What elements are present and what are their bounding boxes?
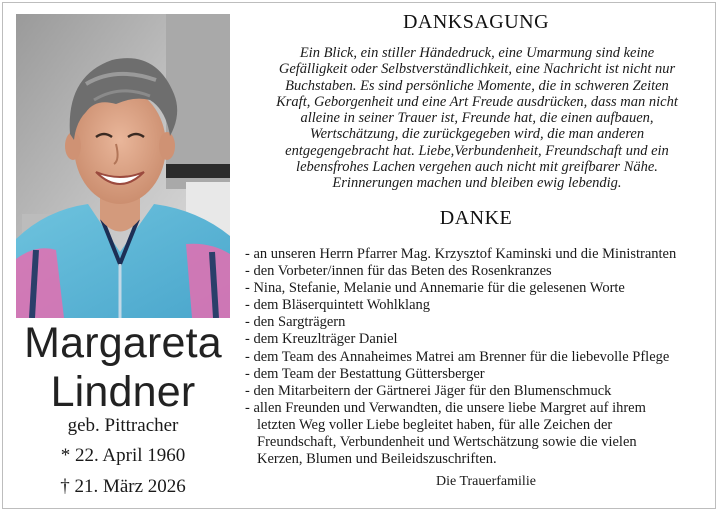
intro-line: Kraft, Geborgenheit und eine Art Freude ausdrücken, dass man nicht [276,93,678,110]
intro-line: Gefälligkeit oder Selbstverständlichkeit, eine Nachricht ist nicht nur [278,61,676,78]
thanks-item: - den Sargträgern [245,314,346,331]
intro-line: Wertschätzung, die zurückgegeben wird, die man anderen [309,126,645,143]
thanks-heading: DANKE [439,207,513,229]
intro-text [244,45,710,192]
thanks-item-continuation: Freundschaft, Verbundenheit und Wertschätzung sowie die vielen [257,434,637,451]
signature: Die Trauerfamilie [436,474,536,489]
death-date: † 21. März 2026 [60,476,186,497]
thanks-item: - an unseren Herrn Pfarrer Mag. Krzysztof Kaminski und die Ministranten [245,246,677,262]
thanks-item: - Nina, Stefanie, Melanie und Annemarie für die gelesenen Worte [245,280,625,297]
thanks-item-continuation: letzten Weg voller Liebe begleitet haben, für alle Zeichen der [257,416,613,433]
thanks-item: - allen Freunden und Verwandten, die unsere liebe Margret auf ihrem [245,399,646,416]
deceased-last-name: Lindner [50,368,196,416]
thanks-item: - dem Team der Bestattung Güttersberger [245,365,485,382]
thanks-item: - dem Bläserquintett Wohlklang [245,297,431,314]
thanks-item: - dem Kreuzlträger Daniel [245,331,398,348]
deceased-first-name: Margareta [24,319,222,367]
intro-line: Ein Blick, ein stiller Händedruck, eine Umarmung sind keine [299,45,655,61]
intro-line: Buchstaben. Es sind persönliche Momente, die in schweren Zeiten [285,77,669,94]
thanks-list [245,246,715,468]
birth-name: geb. Pittracher [67,415,179,436]
birth-date: * 22. April 1960 [60,445,186,466]
intro-line: entgegengebracht hat. Liebe,Verbundenheit, Freundschaft und ein [285,142,669,159]
intro-line: Erinnerungen machen und bleiben ewig lebendig. [332,175,622,192]
thanks-item: - den Vorbeter/innen für das Beten des Rosenkranzes [245,263,552,280]
portrait-photo [16,14,230,318]
thanks-item: - dem Team des Annaheimes Matrei am Brenner für die liebevolle Pflege [245,348,670,365]
portrait-illustration [16,14,230,318]
intro-line: lebensfrohes Lachen vergehen auch nicht mit greifbarer Nähe. [296,159,658,176]
thanks-item-continuation: Kerzen, Blumen und Beileidszuschriften. [257,451,497,468]
thanks-item: - den Mitarbeitern der Gärtnerei Jäger für den Blumenschmuck [245,382,612,399]
notice-heading: DANKSAGUNG [402,11,550,33]
intro-line: alleine in seiner Trauer ist, Freunde hat, die einen aufbauen, [300,110,654,127]
